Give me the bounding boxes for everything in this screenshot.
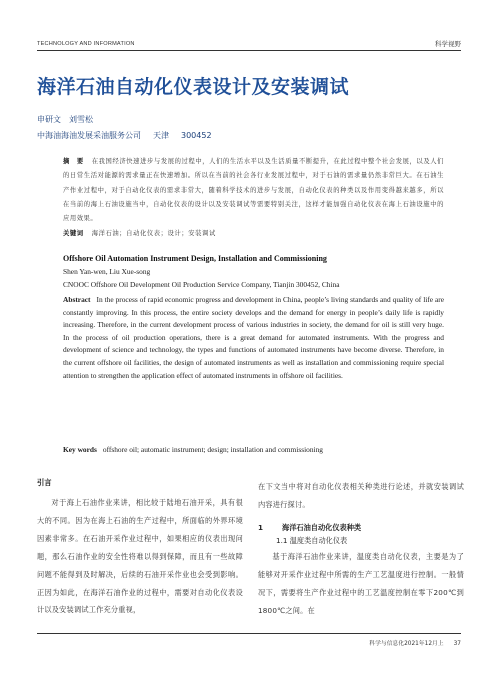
keywords-cn-text: 海洋石油；自动化仪表；设计；安装调试 <box>91 230 216 237</box>
section-1-title: 海洋石油自动化仪表种类 <box>282 522 362 532</box>
body-right-column <box>258 478 464 619</box>
keywords-en-text: offshore oil; automatic instrument; design; installation and commissioning <box>102 445 323 454</box>
english-title: Offshore Oil Automation Instrument Design, Installation and Commissioning <box>63 254 327 263</box>
english-affiliation: CNOOC Offshore Oil Development Oil Production Service Company, Tianjin 300452, China <box>63 280 340 289</box>
body-left-column <box>37 478 243 619</box>
abstract-en-label: Abstract <box>63 295 91 304</box>
section-1-heading <box>258 522 464 534</box>
intro-paragraph: 对于海上石油作业来讲，相比较于陆地石油开采，具有很大的不同。因为在海上石油的生产过程中，所面临的外界环境因素非常多。在石油开采作业过程中，如果相应的仪表出现问题，那么石油作业的安全性将难以得到保障，而且有一些故障问题不能得到及时解决，后续的石油开采作业也会受到影响。正因为如此，在海洋石油作业的过程中，需要对自动化仪表设计以及安装调试工作充分重视， <box>37 498 243 615</box>
header-column-name: 科学视野 <box>435 40 461 48</box>
intro-heading: 引言 <box>37 478 52 487</box>
intro-continuation: 在下文当中将对自动化仪表相关种类进行论述，并就安装调试内容进行探讨。 <box>258 482 464 509</box>
section-1-number: 1 <box>258 522 264 532</box>
affiliation <box>37 130 212 141</box>
abstract-cn <box>63 155 444 226</box>
page-number: 37 <box>453 641 461 647</box>
affiliation-postcode: 300452 <box>181 131 212 140</box>
abstract-en-text: In the process of rapid economic progress and development in China, people’s living standards and quality of life are constantly improving. In this process, the entire society develops and the demand for energy in people’s daily life is rapidly increasing. Therefore, in the current development process of various industries in society, the demand for oil is still very huge. In the process of oil production operations, there is a great demand for automated instruments. With the progress and development of science and technology, the types and functions of automated instruments have become diverse. Therefore, in the current offshore oil facilities, the design of automated instruments as well as installation and commissioning require special attention to strengthen the application effect of automated instruments in offshore oil facilities. <box>63 295 444 380</box>
header-journal-section: TECHNOLOGY AND INFORMATION <box>37 41 135 47</box>
paper-title: 海洋石油自动化仪表设计及安装调试 <box>37 76 350 98</box>
keywords-cn-label: 关键词 <box>63 230 84 237</box>
abstract-cn-label: 摘 要 <box>63 158 84 165</box>
header-rule <box>37 50 461 51</box>
keywords-en-label: Key words <box>63 445 97 454</box>
affiliation-org: 中海油海油发展采油服务公司 <box>37 131 141 140</box>
keywords-cn <box>63 228 444 237</box>
footer-journal: 科学与信息化2021年12月上 <box>369 641 444 647</box>
footer-rule <box>37 633 461 634</box>
footer <box>369 638 461 647</box>
abstract-cn-text: 在我国经济快速进步与发展的过程中，人们的生活水平以及生活质量不断提升，在此过程中整个社会发展，以及人们的日常生活对能源的需求量正在快速增加。所以在当前的社会各行业发展过程中，对于石油的需求量仍然非常巨大。在石油生产作业过程中，对于自动化仪表的需求非常大，随着科学技术的进步与发展，自动化仪表的种类以及作用变得越来越多，所以在当前的海上石油设施当中，自动化仪表的设计以及安装调试等需要特别关注，这样才能加强自动化仪表在海上石油设施中的应用效果。 <box>63 158 444 223</box>
affiliation-city: 天津 <box>153 131 169 140</box>
english-authors: Shen Yan-wen, Liu Xue-song <box>63 267 151 276</box>
abstract-en <box>63 294 444 382</box>
subsection-1-1-heading: 1.1 温度类自动化仪表 <box>276 535 348 545</box>
subsection-1-1-paragraph: 基于海洋石油作业来讲，温度类自动化仪表，主要是为了能够对开采作业过程中所需的生产工艺温度进行控制。一般情况下，需要将生产作业过程中的工艺温度控制在零下200℃到1800℃之间。在 <box>258 551 464 615</box>
authors: 申研文 刘雪松 <box>37 115 93 124</box>
keywords-en <box>63 445 444 454</box>
